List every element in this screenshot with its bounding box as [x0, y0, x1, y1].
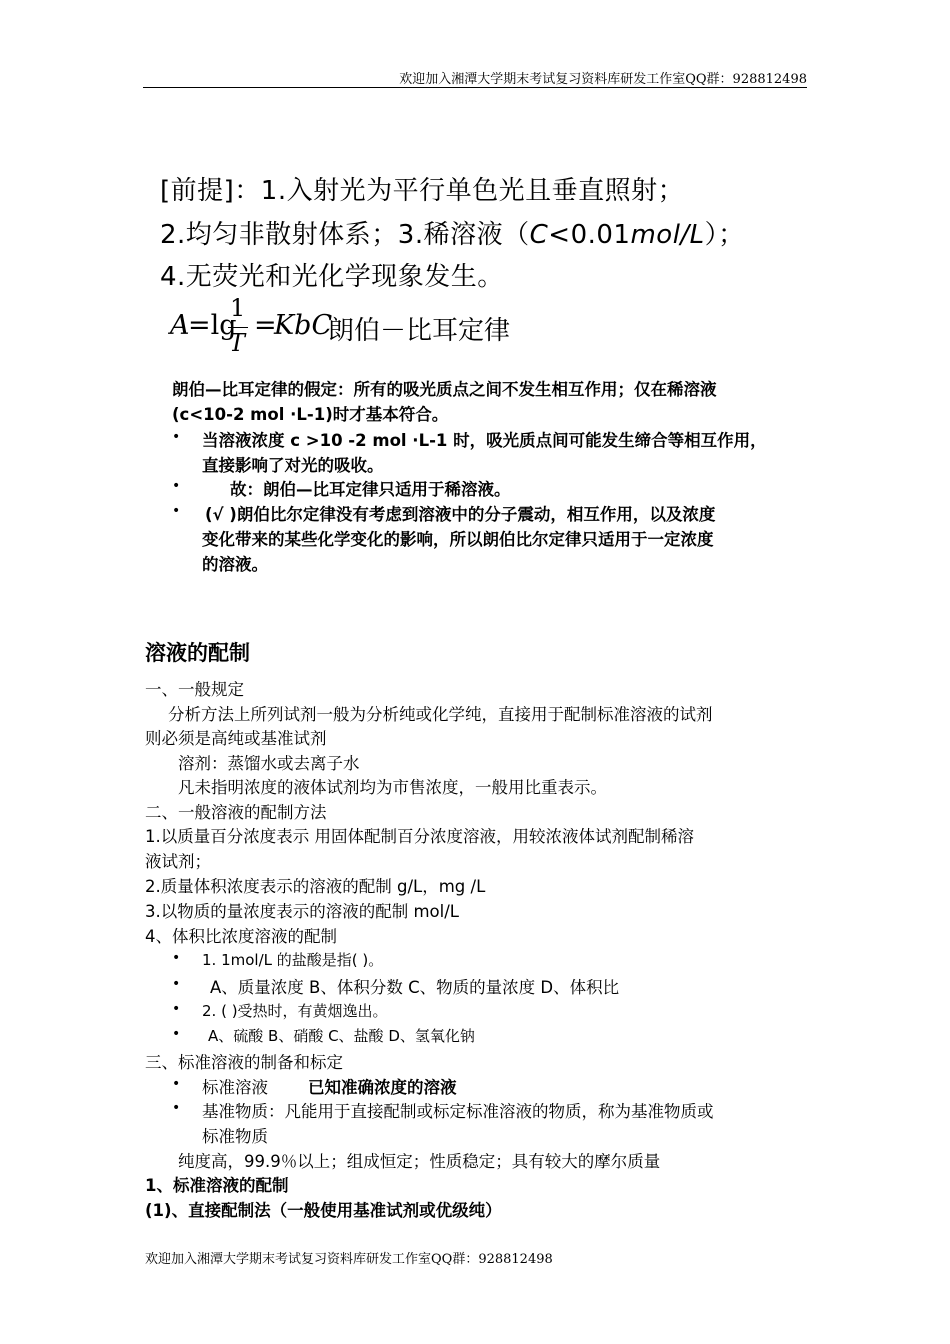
quiz-bullet: •	[172, 1001, 181, 1017]
bullet-mark: •	[172, 429, 181, 445]
quiz-options-2: A、硫酸 B、硝酸 C、盐酸 D、氢氧化钠	[208, 1027, 475, 1045]
bullet-3-line-3: 的溶液。	[202, 555, 268, 574]
page-footer: 欢迎加入湘潭大学期末考试复习资料库研发工作室QQ群：928812498	[145, 1252, 553, 1267]
std-label: 标准溶液	[202, 1078, 268, 1097]
eq-equals: =	[254, 310, 277, 341]
concentration-note: 凡未指明浓度的液体试剂均为市售浓度，一般用比重表示。	[178, 778, 607, 797]
bullet-mark: •	[172, 503, 181, 519]
bullet-2-line-1: 故：朗伯—比耳定律只适用于稀溶液。	[230, 480, 511, 499]
premise-line-2-pre: 2.均匀非散射体系；3.稀溶液（	[160, 220, 530, 250]
std-definition: 已知准确浓度的溶液	[308, 1078, 457, 1097]
bullet-1-line-2: 直接影响了对光的吸收。	[202, 456, 384, 475]
quiz-bullet: •	[172, 1026, 181, 1042]
heading-general-prep: 二、一般溶液的配制方法	[145, 803, 327, 822]
page-header: 欢迎加入湘潭大学期末考试复习资料库研发工作室QQ群：928812498	[399, 72, 807, 87]
purity-line: 纯度高，99.9％以上；组成恒定；性质稳定；具有较大的摩尔质量	[178, 1152, 661, 1171]
subheading-prep: 1、标准溶液的配制	[145, 1176, 289, 1195]
prep-item-4: 4、体积比浓度溶液的配制	[145, 927, 337, 946]
bullet-3-line-1: (√ )朗伯比尔定律没有考虑到溶液中的分子震动，相互作用，以及浓度	[205, 505, 716, 524]
bullet-mark: •	[172, 478, 181, 494]
rules-line-2: 则必须是高纯或基准试剂	[145, 729, 327, 748]
premise-lt: <0.01	[548, 220, 631, 250]
heading-general-rules: 一、一般规定	[145, 680, 244, 699]
eq-rhs: KbC	[274, 310, 333, 341]
prep-item-1-line-1: 1.以质量百分浓度表示 用固体配制百分浓度溶液，用较浓液体试剂配制稀溶	[145, 827, 694, 846]
premise-line-2-post: ）；	[704, 220, 745, 250]
bullet-3-line-2: 变化带来的某些化学变化的影响，所以朗伯比尔定律只适用于一定浓度	[202, 530, 714, 549]
quiz-question-1: 1. 1mol/L 的盐酸是指( )。	[202, 951, 384, 969]
assumption-line-1: 朗伯—比耳定律的假定：所有的吸光质点之间不发生相互作用；仅在稀溶液	[172, 380, 717, 399]
std-bullet: •	[172, 1076, 181, 1092]
quiz-options-1: A、质量浓度 B、体积分数 C、物质的量浓度 D、体积比	[210, 978, 620, 997]
section-title: 溶液的配制	[145, 641, 250, 665]
premise-line-2	[160, 214, 745, 251]
prep-item-1-line-2: 液试剂；	[145, 852, 211, 871]
primary-standard-line-1: 基准物质：凡能用于直接配制或标定标准溶液的物质，称为基准物质或	[202, 1102, 714, 1121]
header-divider	[143, 87, 807, 88]
premise-line-3: 4.无荧光和光化学现象发生。	[160, 262, 504, 292]
primary-bullet: •	[172, 1100, 181, 1116]
eq-fraction-numerator: 1	[230, 294, 246, 322]
subheading-direct-prep: (1)、直接配制法（一般使用基准试剂或优级纯）	[145, 1201, 502, 1220]
premise-line-1: [前提]：1.入射光为平行单色光且垂直照射；	[160, 176, 685, 206]
prep-item-3: 3.以物质的量浓度表示的溶液的配制 mol/L	[145, 902, 459, 921]
quiz-bullet: •	[172, 950, 181, 966]
quiz-question-2: 2. ( )受热时，有黄烟逸出。	[202, 1002, 388, 1020]
prep-item-2: 2.质量体积浓度表示的溶液的配制 g/L，mg /L	[145, 877, 486, 896]
solvent-line: 溶剂：蒸馏水或去离子水	[178, 754, 360, 773]
premise-unit: mol/L	[630, 220, 705, 250]
eq-law-name: 朗伯－比耳定律	[328, 316, 511, 346]
quiz-bullet: •	[172, 976, 181, 992]
eq-fraction-bar	[228, 327, 248, 328]
assumption-line-2: (c<10-2 mol ·L-1)时才基本符合。	[172, 405, 449, 424]
primary-standard-line-2: 标准物质	[202, 1127, 268, 1146]
rules-line-1: 分析方法上所列试剂一般为分析纯或化学纯，直接用于配制标准溶液的试剂	[168, 705, 713, 724]
bullet-1-line-1: 当溶液浓度 c >10 -2 mol ·L-1 时，吸光质点间可能发生缔合等相互作用，	[202, 431, 767, 450]
heading-standard-solution: 三、标准溶液的制备和标定	[145, 1053, 343, 1072]
eq-lhs: A	[170, 310, 190, 341]
premise-c-var: C	[529, 220, 549, 250]
eq-fraction-denominator: T	[229, 329, 246, 357]
eq-lg: =lg	[188, 310, 237, 341]
